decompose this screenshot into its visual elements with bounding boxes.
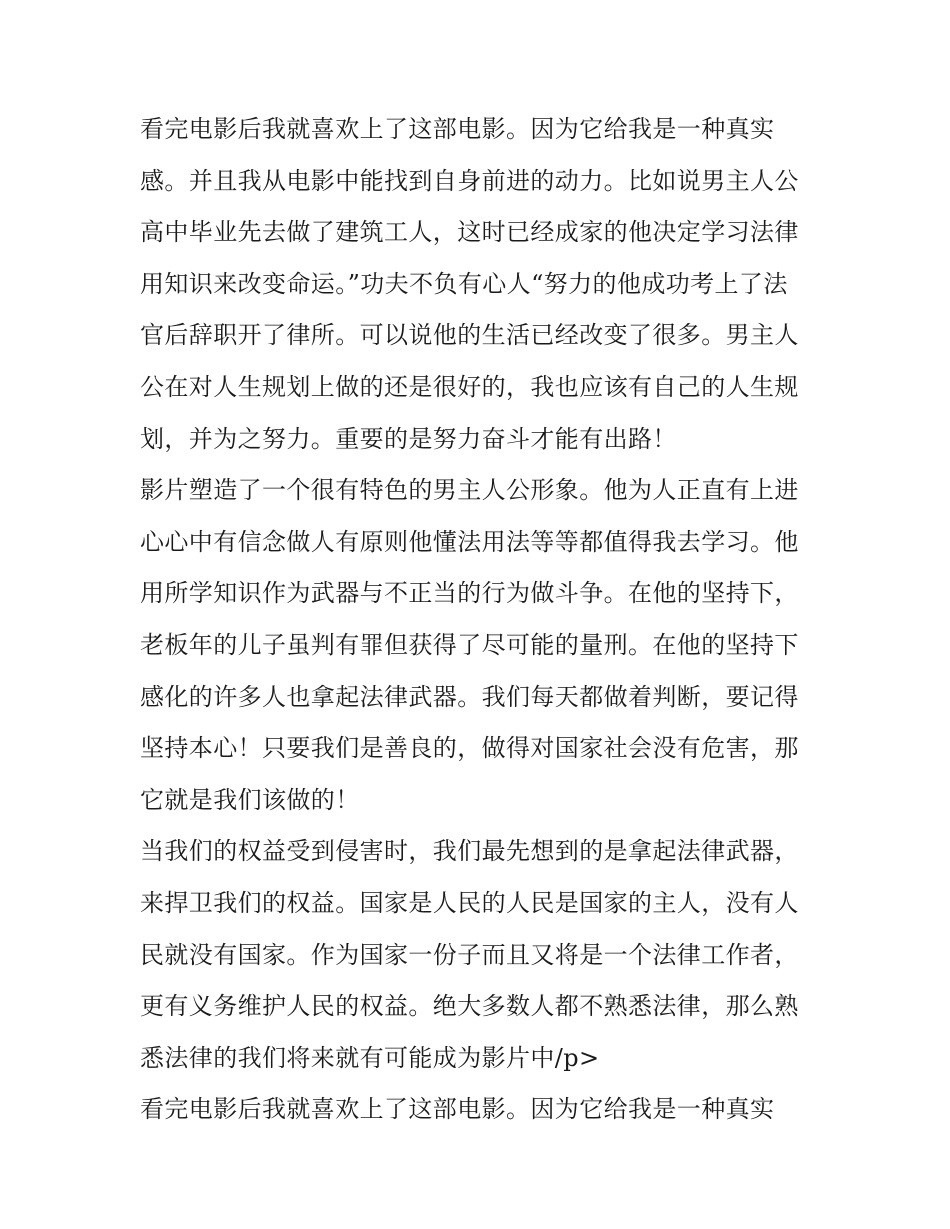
text-line: 更有义务维护人民的权益。绝大多数人都不熟悉法律，那么熟: [140, 992, 799, 1021]
text-line: 公在对人生规划上做的还是很好的，我也应该有自己的人生规: [140, 372, 799, 401]
text-line: 高中毕业先去做了建筑工人，这时已经成家的他决定学习法律: [140, 218, 799, 247]
text-line: 官后辞职开了律所。可以说他的生活已经改变了很多。男主人: [140, 321, 799, 350]
text-line: 来捍卫我们的权益。国家是人民的人民是国家的主人，没有人: [140, 888, 799, 917]
text-line: 看完电影后我就喜欢上了这部电影。因为它给我是一种真实: [140, 1095, 775, 1124]
text-line: 民就没有国家。作为国家一份子而且又将是一个法律工作者，: [140, 940, 799, 969]
text-line: 老板年的儿子虽判有罪但获得了尽可能的量刑。在他的坚持下: [140, 630, 799, 659]
text-line: 它就是我们该做的！: [140, 785, 360, 814]
text-line: 坚持本心！只要我们是善良的，做得对国家社会没有危害，那: [140, 734, 799, 763]
text-line: 当我们的权益受到侵害时，我们最先想到的是拿起法律武器，: [140, 837, 799, 866]
text-line: 感化的许多人也拿起法律武器。我们每天都做着判断，要记得: [140, 682, 799, 711]
text-line: 用所学知识作为武器与不正当的行为做斗争。在他的坚持下，: [140, 579, 799, 608]
text-line: 划，并为之努力。重要的是努力奋斗才能有出路！: [140, 424, 677, 453]
document-body: [140, 104, 820, 1136]
text-line: 看完电影后我就喜欢上了这部电影。因为它给我是一种真实: [140, 115, 775, 143]
text-line: 影片塑造了一个很有特色的男主人公形象。他为人正直有上进: [140, 476, 799, 505]
text-line: 悉法律的我们将来就有可能成为影片中/p>: [140, 1043, 600, 1072]
text-line: 感。并且我从电影中能找到自身前进的动力。比如说男主人公: [140, 166, 799, 195]
text-line: 用知识来改变命运。”功夫不负有心人“努力的他成功考上了法: [140, 269, 788, 298]
text-line: 心心中有信念做人有原则他懂法用法等等都值得我去学习。他: [140, 527, 799, 556]
